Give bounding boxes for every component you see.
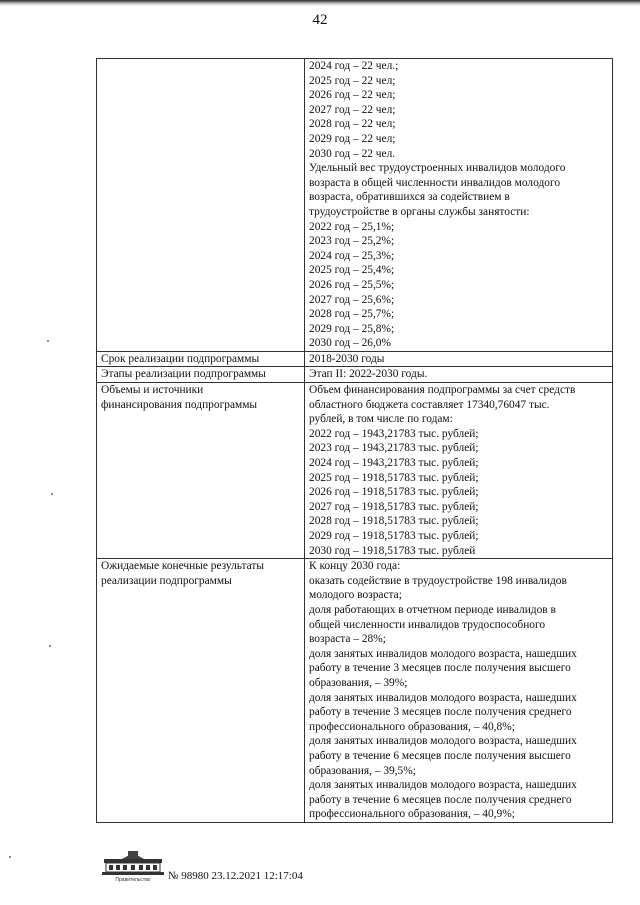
svg-text:Правительство: Правительство [115,877,151,883]
text-line: 2029 год – 25,8%; [309,322,395,335]
text-line: 2030 год – 22 чел. [309,147,396,160]
table-row [97,383,613,559]
text-line: работу в течение 6 месяцев после получения среднего [309,793,572,806]
text-line: возраста, обратившихся за содействием в [309,191,510,204]
text-line: 2028 год – 22 чел; [309,118,396,131]
text-line: 2027 год – 1918,51783 тыс. рублей; [309,500,479,513]
row-label: Срок реализации подпрограммы [101,352,260,365]
text-line: Объем финансирования подпрограммы за счет средств [309,384,576,397]
text-line: возраста – 28%; [309,633,386,646]
registration-stamp: № 98980 23.12.2021 12:17:04 [168,870,303,882]
text-line: молодого возраста; [309,589,402,602]
text-line: 2024 год – 25,3%; [309,249,395,262]
row-label-cell [97,367,305,383]
text-line: доля занятых инвалидов молодого возраста, нашедших [309,647,577,660]
text-line: 2025 год – 25,4%; [309,264,395,277]
row-label: Этапы реализации подпрограммы [101,368,266,381]
row-label: финансирования подпрограммы [101,398,258,411]
text-line: доля занятых инвалидов молодого возраста, нашедших [309,779,577,792]
text-line: 2024 год – 1943,21783 тыс. рублей; [309,457,479,470]
page-number: 42 [312,12,328,28]
row-value-cell [305,351,613,367]
text-line: 2018-2030 годы [309,352,385,365]
text-line: Удельный вес трудоустроенных инвалидов молодого [309,162,566,175]
scan-speck [51,493,53,495]
scan-speck [9,856,11,858]
text-line: 2027 год – 22 чел; [309,103,396,116]
table-row [97,367,613,383]
text-line: профессионального образования, – 40,9%; [309,808,515,821]
scan-edge [0,0,640,6]
text-line: возраста в общей численности инвалидов молодого [309,176,561,189]
text-line: 2030 год – 1918,51783 тыс. рублей [309,544,476,557]
table-row [97,59,613,352]
scan-speck [47,340,49,342]
row-label-cell [97,383,305,559]
government-building-logo [98,850,168,884]
row-label: Ожидаемые конечные результаты [101,560,265,573]
text-line: 2022 год – 1943,21783 тыс. рублей; [309,427,479,440]
text-line: 2023 год – 1943,21783 тыс. рублей; [309,442,479,455]
text-line: 2030 год – 26,0% [309,337,391,350]
text-line: образования, – 39,5%; [309,764,416,777]
text-line: доля занятых инвалидов молодого возраста, нашедших [309,691,577,704]
text-line: 2023 год – 25,2%; [309,235,395,248]
text-line: трудоустройстве в органы службы занятости: [309,205,530,218]
text-line: оказать содействие в трудоустройстве 198 инвалидов [309,574,567,587]
text-line: 2025 год – 22 чел; [309,74,396,87]
table-row [97,351,613,367]
row-value-cell [305,383,613,559]
row-label: Объемы и источники [101,384,204,397]
text-line: 2026 год – 1918,51783 тыс. рублей; [309,486,479,499]
text-line: работу в течение 3 месяцев после получения среднего [309,706,572,719]
row-label-cell [97,351,305,367]
passport-table [96,58,613,823]
text-line: Этап II: 2022-2030 годы. [309,368,428,381]
text-line: доля работающих в отчетном периоде инвалидов в [309,603,556,616]
text-line: 2022 год – 25,1%; [309,220,395,233]
text-line: 2024 год – 22 чел.; [309,60,399,72]
text-line: профессионального образования, – 40,8%; [309,720,515,733]
text-line: К концу 2030 года: [309,560,401,573]
scan-speck [49,645,51,647]
text-line: областного бюджета составляет 17340,76047 тыс. [309,398,550,411]
text-line: образования, – 39%; [309,676,408,689]
row-label: реализации подпрограммы [101,574,232,587]
text-line: 2027 год – 25,6%; [309,293,395,306]
text-line: рублей, в том числе по годам: [309,413,453,426]
row-label-cell [97,559,305,823]
text-line: 2026 год – 25,5%; [309,278,395,291]
row-value-cell [305,559,613,823]
text-line: 2026 год – 22 чел; [309,89,396,102]
table-row [97,559,613,823]
row-value-cell [305,59,613,352]
text-line: общей численности инвалидов трудоспособного [309,618,546,631]
row-label-cell [97,59,305,352]
text-line: работу в течение 6 месяцев после получения высшего [309,749,571,762]
row-value-cell [305,367,613,383]
text-line: работу в течение 3 месяцев после получения высшего [309,662,571,675]
text-line: 2025 год – 1918,51783 тыс. рублей; [309,471,479,484]
text-line: 2028 год – 25,7%; [309,308,395,321]
text-line: доля занятых инвалидов молодого возраста, нашедших [309,735,577,748]
text-line: 2028 год – 1918,51783 тыс. рублей; [309,515,479,528]
text-line: 2029 год – 22 чел; [309,132,396,145]
text-line: 2029 год – 1918,51783 тыс. рублей; [309,530,479,542]
